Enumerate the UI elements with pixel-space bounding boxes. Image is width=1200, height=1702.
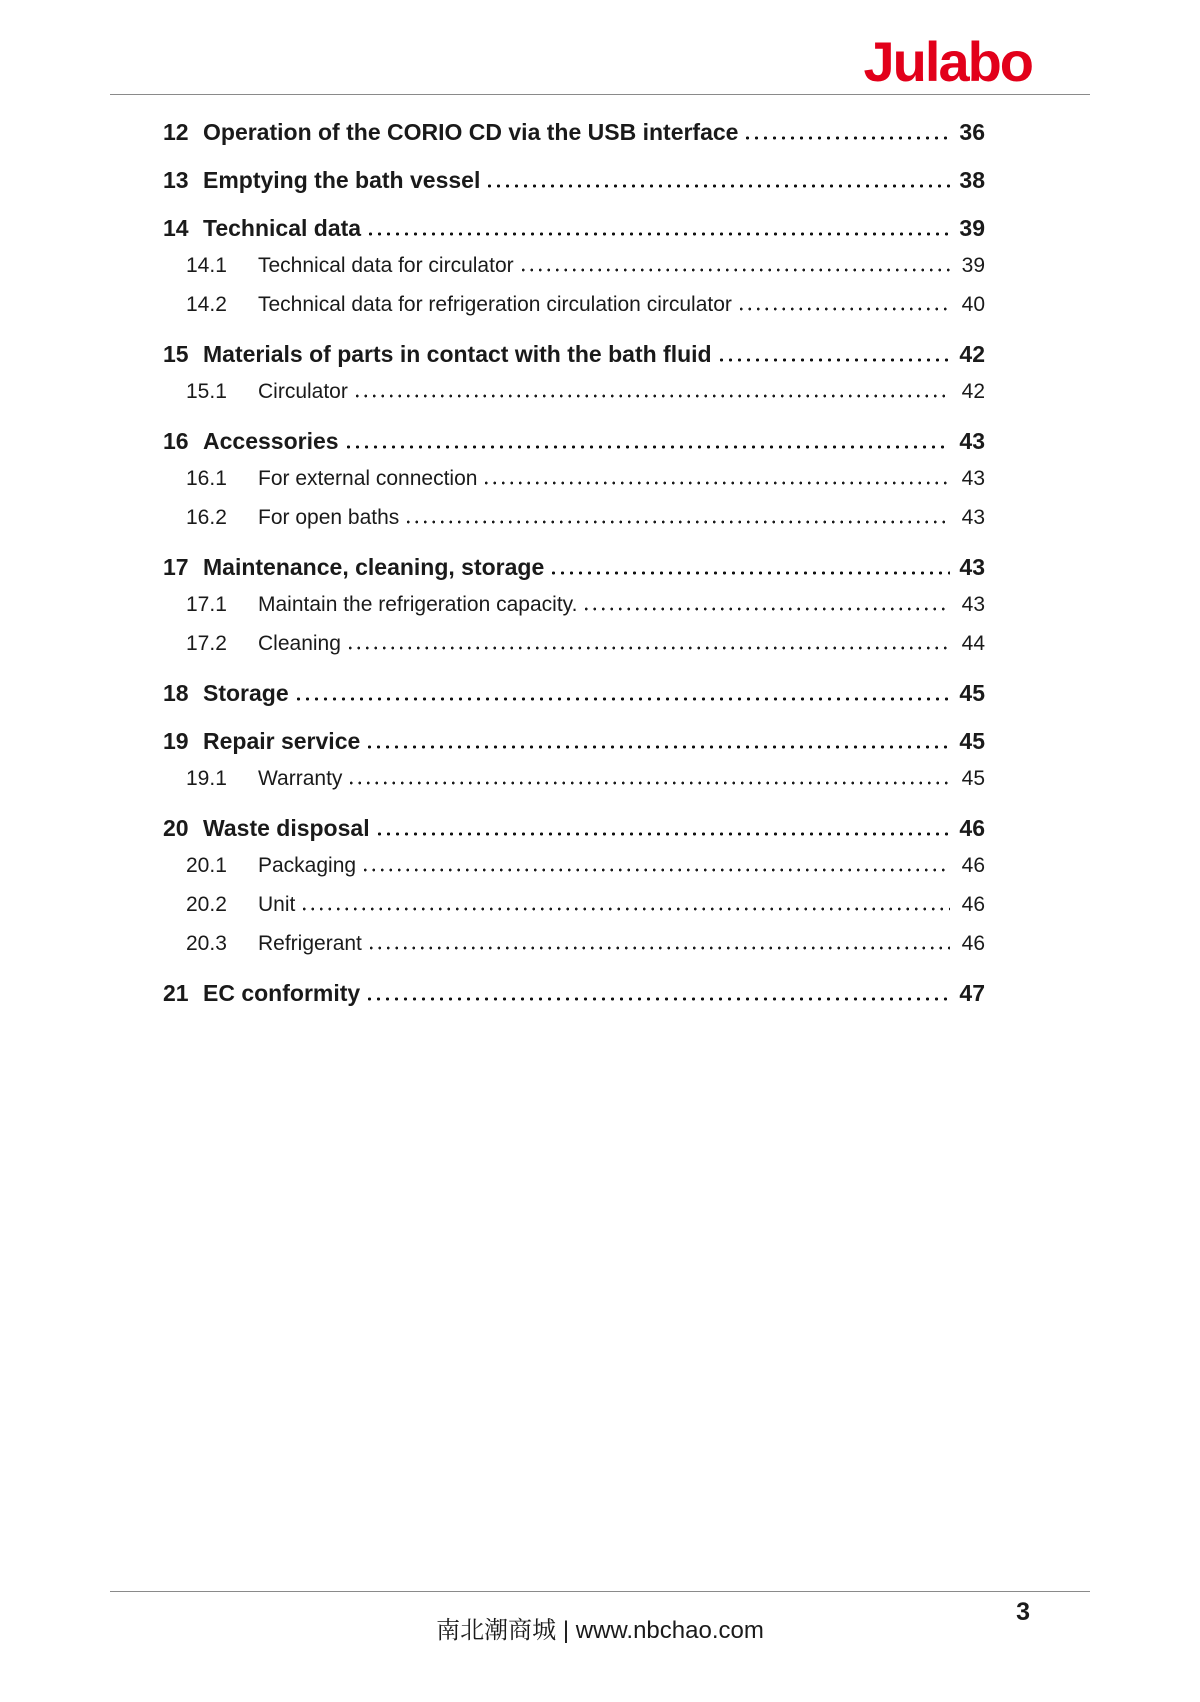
dot-leader (365, 745, 950, 749)
toc-entry-number: 20.1 (186, 854, 227, 877)
toc-entry[interactable] (163, 893, 985, 932)
toc-entry-page: 46 (961, 854, 985, 877)
page-number: 3 (1016, 1598, 1030, 1626)
toc-entry-page: 43 (961, 593, 985, 616)
toc-entry[interactable] (163, 932, 985, 971)
toc-entry-title: Maintain the refrigeration capacity. (258, 593, 578, 616)
toc-entry-number: 14.2 (186, 293, 227, 316)
toc-entry-page: 43 (961, 467, 985, 490)
dot-leader (353, 394, 950, 398)
toc-entry[interactable] (163, 728, 985, 767)
toc-entry-page: 47 (959, 980, 985, 1006)
toc-entry-title: Technical data (203, 215, 362, 241)
dot-leader (367, 946, 950, 950)
toc-entry-title: For open baths (258, 506, 400, 529)
toc-entry-page: 42 (961, 380, 985, 403)
dot-leader (347, 781, 950, 785)
toc-entry-title: Accessories (203, 428, 339, 454)
dot-leader (294, 697, 950, 701)
toc-entry-number: 14.1 (186, 254, 227, 277)
toc-entry-page: 46 (959, 815, 985, 841)
toc-entry-number: 21 (163, 980, 189, 1006)
toc (163, 119, 985, 1019)
toc-entry-number: 16.2 (186, 506, 227, 529)
dot-leader (519, 268, 950, 272)
toc-entry-number: 18 (163, 680, 189, 706)
toc-entry-title: Cleaning (258, 632, 341, 655)
dot-leader (737, 307, 950, 311)
dot-leader (485, 184, 950, 188)
toc-entry-page: 36 (959, 119, 985, 145)
dot-leader (404, 520, 950, 524)
toc-entry-title: For external connection (258, 467, 478, 490)
toc-entry-title: Refrigerant (258, 932, 362, 955)
toc-entry[interactable] (163, 506, 985, 545)
toc-entry-title: Maintenance, cleaning, storage (203, 554, 545, 580)
toc-entry-number: 16.1 (186, 467, 227, 490)
toc-entry-page: 43 (959, 428, 985, 454)
julabo-logo: Julabo (863, 30, 1032, 93)
toc-entry-title: Emptying the bath vessel (203, 167, 481, 193)
toc-entry-page: 44 (961, 632, 985, 655)
toc-entry[interactable] (163, 854, 985, 893)
toc-entry-title: Materials of parts in contact with the bath fluid (203, 341, 712, 367)
toc-entry-number: 20.2 (186, 893, 227, 916)
toc-entry-number: 20.3 (186, 932, 227, 955)
toc-entry-page: 43 (959, 554, 985, 580)
toc-entry-title: Circulator (258, 380, 348, 403)
dot-leader (582, 607, 950, 611)
toc-entry-number: 16 (163, 428, 189, 454)
toc-entry-title: EC conformity (203, 980, 361, 1006)
toc-entry-number: 17 (163, 554, 189, 580)
toc-entry[interactable] (163, 293, 985, 332)
toc-entry[interactable] (163, 119, 985, 158)
toc-entry-number: 13 (163, 167, 189, 193)
dot-leader (365, 997, 950, 1001)
toc-entry[interactable] (163, 815, 985, 854)
dot-leader (344, 445, 950, 449)
toc-entry[interactable] (163, 767, 985, 806)
toc-entry-number: 17.2 (186, 632, 227, 655)
dot-leader (375, 832, 950, 836)
toc-entry-page: 45 (959, 680, 985, 706)
toc-entry-number: 17.1 (186, 593, 227, 616)
dot-leader (717, 358, 950, 362)
toc-entry[interactable] (163, 980, 985, 1019)
toc-entry-title: Technical data for circulator (258, 254, 514, 277)
page-footer (110, 1591, 1090, 1645)
page-header (110, 0, 1090, 95)
toc-entry-number: 19 (163, 728, 189, 754)
toc-entry-title: Unit (258, 893, 296, 916)
toc-entry-title: Warranty (258, 767, 343, 790)
dot-leader (346, 646, 950, 650)
toc-entry[interactable] (163, 554, 985, 593)
footer-site-text: 南北潮商城 | www.nbchao.com (436, 1617, 764, 1644)
toc-entry-number: 15 (163, 341, 189, 367)
toc-entry-page: 46 (961, 893, 985, 916)
toc-entry-number: 20 (163, 815, 189, 841)
dot-leader (743, 136, 950, 140)
toc-entry[interactable] (163, 632, 985, 671)
toc-entry[interactable] (163, 380, 985, 419)
toc-entry-title: Repair service (203, 728, 361, 754)
dot-leader (361, 868, 950, 872)
toc-entry-page: 42 (959, 341, 985, 367)
dot-leader (482, 481, 950, 485)
dot-leader (549, 571, 950, 575)
toc-entry[interactable] (163, 680, 985, 719)
toc-entry[interactable] (163, 167, 985, 206)
toc-entry-page: 45 (961, 767, 985, 790)
toc-entry[interactable] (163, 428, 985, 467)
toc-entry-number: 19.1 (186, 767, 227, 790)
toc-entry-page: 43 (961, 506, 985, 529)
toc-entry-title: Waste disposal (203, 815, 370, 841)
toc-entry-page: 39 (959, 215, 985, 241)
toc-entry[interactable] (163, 254, 985, 293)
toc-entry-page: 39 (961, 254, 985, 277)
toc-entry-page: 45 (959, 728, 985, 754)
toc-entry-title: Storage (203, 680, 289, 706)
dot-leader (366, 232, 950, 236)
toc-entry-number: 15.1 (186, 380, 227, 403)
toc-entry[interactable] (163, 215, 985, 254)
toc-entry[interactable] (163, 593, 985, 632)
toc-entry[interactable] (163, 341, 985, 380)
toc-entry-page: 46 (961, 932, 985, 955)
toc-entry-title: Operation of the CORIO CD via the USB interface (203, 119, 739, 145)
toc-entry[interactable] (163, 467, 985, 506)
dot-leader (300, 907, 950, 911)
toc-entry-number: 12 (163, 119, 189, 145)
toc-entry-number: 14 (163, 215, 189, 241)
toc-entry-page: 40 (961, 293, 985, 316)
toc-entry-title: Technical data for refrigeration circulation circulator (258, 293, 732, 316)
toc-entry-title: Packaging (258, 854, 357, 877)
toc-entry-page: 38 (959, 167, 985, 193)
